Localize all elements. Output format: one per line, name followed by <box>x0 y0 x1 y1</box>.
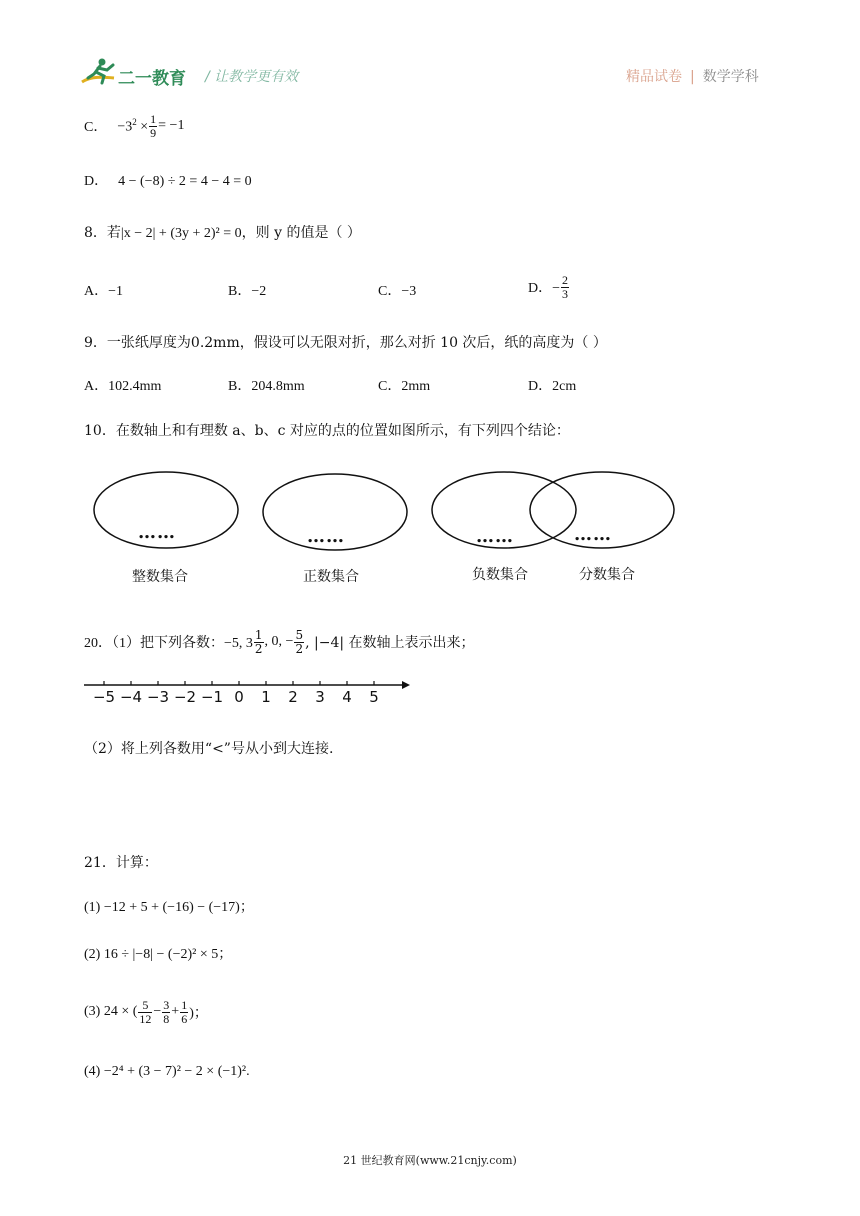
subject: 数学学科 <box>702 69 759 85</box>
number-line-arrow-icon <box>402 681 410 689</box>
q7c-expr-a: $-3^2$ × <box>117 116 149 135</box>
q8-option-a: A．−1 <box>84 284 124 299</box>
number-line-tick-label: −4 <box>119 688 143 706</box>
q21-part-4: (4) −2⁴ + (3 − 7)² − 2 × (−1)². <box>84 1064 250 1079</box>
paper-type: 精品试卷 <box>626 69 682 85</box>
number-line-tick-label: 3 <box>315 688 325 706</box>
label-negative-set: 负数集合 <box>472 567 528 583</box>
logo <box>80 56 116 86</box>
number-line-tick-label: −5 <box>92 688 116 706</box>
label-positive-set: 正数集合 <box>303 569 359 585</box>
number-line-tick-label: 5 <box>369 688 379 706</box>
q8-option-c: C．−3 <box>378 284 417 299</box>
set-dots-4: …… <box>574 524 612 545</box>
fraction-three-eighths: $\frac{3}{8}$ <box>163 997 170 1026</box>
fraction-one-ninth: $\frac{1}{9}$ <box>150 111 157 140</box>
footer: 21 世纪教育网(www.21cnjy.com) <box>343 1154 517 1167</box>
q9-option-c: C．2mm <box>378 379 431 394</box>
question-20-part-2: （2）将上列各数用“<”号从小到大连接. <box>84 741 334 757</box>
set-dots-1: …… <box>138 522 176 543</box>
question-20-part-1: 20．（1）把下列各数：−5, 3 $\frac{1}{2}$ , 0, − $\frac{5}{2}$ , |−4| 在数轴上表示出来； <box>84 627 475 656</box>
label-fraction-set: 分数集合 <box>579 567 635 583</box>
q7c-expr-b: = −1 <box>158 118 185 133</box>
fraction-five-halves: $\frac{5}{2}$ <box>295 627 304 656</box>
runner-logo-icon <box>80 56 116 86</box>
question-9: 9．一张纸厚度为0.2mm，假设可以无限对折，那么对折 10 次后，纸的高度为（ ） <box>84 335 607 351</box>
q8-option-b: B．−2 <box>228 284 267 299</box>
fraction-five-twelfths: $\frac{5}{12}$ <box>139 997 152 1026</box>
q21-part-3: (3) 24 × ( $\frac{5}{12}$ − $\frac{3}{8}$ + $\frac{1}{6}$ )； <box>84 997 208 1026</box>
number-line-tick-label: −3 <box>146 688 170 706</box>
fraction-two-thirds: $\frac{2}{3}$ <box>562 272 569 301</box>
brand-slogan: / 让教学更有效 <box>205 69 299 85</box>
q7-option-d: D． 4 − (−8) ÷ 2 = 4 − 4 = 0 <box>84 174 252 189</box>
q9-option-a: A．102.4mm <box>84 379 162 394</box>
q7-option-c: C． $-3^2$ × $\frac{1}{9}$ = −1 <box>84 111 185 140</box>
number-line-tick-label: 0 <box>234 688 244 706</box>
number-line-tick-label: 4 <box>342 688 352 706</box>
q21-part-1: (1) −12 + 5 + (−16) − (−17)； <box>84 900 254 915</box>
q21-part-2: (2) 16 ÷ |−8| − (−2)² × 5； <box>84 947 233 962</box>
number-line-tick-label: 2 <box>288 688 298 706</box>
q9-option-d: D．2cm <box>528 379 577 394</box>
header-divider: | <box>690 69 695 85</box>
question-10: 10．在数轴上和有理数 a、b、c 对应的点的位置如图所示，有下列四个结论： <box>84 423 570 439</box>
set-dots-2: …… <box>307 526 345 547</box>
fraction-one-half: $\frac{1}{2}$ <box>254 627 263 656</box>
brand-name: 二一教育 <box>118 69 186 89</box>
label-integer-set: 整数集合 <box>132 569 188 585</box>
number-line-tick-label: 1 <box>261 688 271 706</box>
number-line-tick-label: −1 <box>200 688 224 706</box>
question-8: 8．若|x − 2| + (3y + 2)² = 0，则 y 的值是（ ） <box>84 225 361 241</box>
header-right <box>626 66 759 86</box>
q8-option-d: D．− $\frac{2}{3}$ <box>528 272 569 301</box>
q9-option-b: B．204.8mm <box>228 379 305 394</box>
number-line-tick-label: −2 <box>173 688 197 706</box>
question-21: 21．计算： <box>84 855 158 871</box>
set-dots-3: …… <box>476 526 514 547</box>
fraction-one-sixth: $\frac{1}{6}$ <box>181 997 188 1026</box>
